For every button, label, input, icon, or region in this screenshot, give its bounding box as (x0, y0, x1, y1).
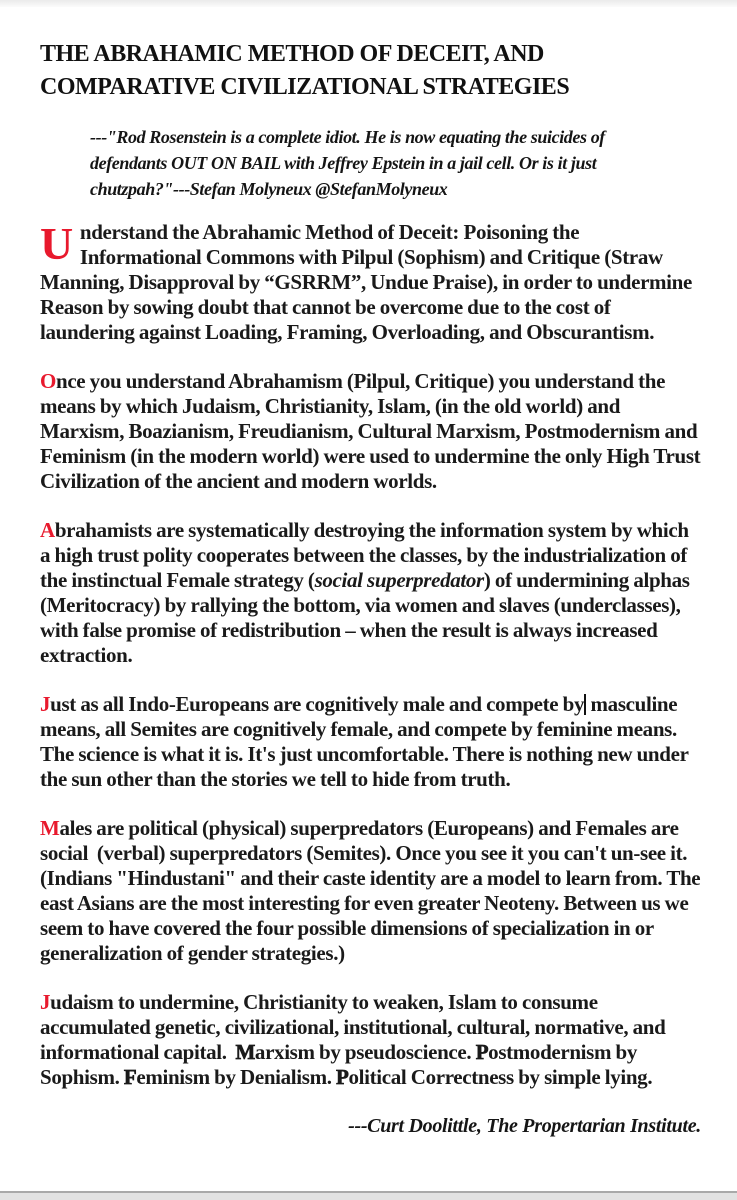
window-top-edge (0, 0, 737, 7)
epigraph-quote: ---"Rod Rosenstein is a complete idiot. He is now equating the suicides of defendants OUT ON BAIL with Jeffrey Epstein in a jail cell. Or is it just chutzpah?"---Stefan Molyneux @StefanMolyneux (90, 127, 605, 199)
text-run: nce you understand Abrahamism (Pilpul, Critique) you understand the means by which Judaism, Christianity, Islam, (in the old world) and Marxism, Boazianism, Freudianism, Cultural Marxism, Postmodernism and Feminism (in the modern world) were used to undermine the only High Trust Civilization of the ancient and modern worlds. (40, 369, 705, 493)
red-initial: O (40, 369, 56, 393)
text-run: udaism to undermine, Christianity to weaken, Islam to consume accumulated genetic, civilizational, institutional, cultural, normative, and informational capital. (40, 990, 670, 1064)
paragraph[interactable] (40, 518, 701, 668)
text-run: arxism by pseudoscience. (254, 1040, 476, 1064)
text-run-italic: social superpredator (314, 568, 484, 592)
bold-initial: P (475, 1040, 489, 1064)
text-run: brahamists are systematically destroying the information system by which a high trust polity cooperates between the classes, by the industrialization of the instinctual Female strategy ( (40, 518, 694, 592)
red-initial: M (40, 816, 60, 840)
paragraph[interactable] (40, 816, 705, 966)
text-run: nderstand the Abrahamic Method of Deceit: Poisoning the Informational Commons with Pilpul (Sophism) and Critique (Straw Manning, Disapproval by “GSRRM”, Undue Praise), in order to undermine Reason by sowing doubt that cannot be overcome due to the cost of laundering against Loading, Framing, Overloading, and Obscurantism. (40, 220, 697, 344)
attribution-line: ---Curt Doolittle, The Propertarian Institute. (348, 1115, 701, 1137)
paragraph[interactable] (40, 990, 701, 1090)
text-run: ostmodernism by Sophism. (40, 1040, 642, 1089)
paragraph[interactable] (40, 369, 705, 494)
text-run: masculine means, all Semites are cognitively female, and compete by feminine means. The science is what it is. It's just uncomfortable. There is nothing new under the sun other than the stories we tell to hide from truth. (40, 692, 693, 791)
text-run: eminism by Denialism. (136, 1065, 337, 1089)
text-run: olitical Correctness by simple lying. (348, 1065, 653, 1089)
bold-initial: F (123, 1065, 137, 1089)
bold-initial: M (235, 1040, 255, 1064)
red-initial: J (40, 692, 51, 716)
text-run: ) of undermining alphas (Meritocracy) by rallying the bottom, via women and slaves (underclasses), with false promise of redistribution – when the result is always increased extraction. (40, 568, 694, 667)
document-body[interactable] (40, 218, 705, 1090)
text-run: ales are political (physical) superpredators (Europeans) and Females are social (verbal) superpredators (Semites). Once you see it you can't un-see it. (Indians "Hindustani" and their caste identity are a model to learn from. The east Asians are the most interesting for even greater Neoteny. Between us we seem to have covered the four possible dimensions of specialization in or generalization of gender strategies.) (40, 816, 705, 965)
paragraph[interactable] (40, 220, 701, 345)
page-title: THE ABRAHAMIC METHOD OF DECEIT, AND COMPARATIVE CIVILIZATIONAL STRATEGIES (40, 41, 570, 100)
text-run: ust as all Indo-Europeans are cognitively male and compete by (50, 692, 585, 716)
red-initial: J (40, 990, 51, 1014)
window-bottom-edge[interactable] (0, 1191, 737, 1200)
red-initial: A (40, 518, 55, 542)
paragraph[interactable] (40, 692, 701, 792)
bold-initial: P (336, 1065, 349, 1089)
drop-cap-initial: U (40, 218, 73, 269)
